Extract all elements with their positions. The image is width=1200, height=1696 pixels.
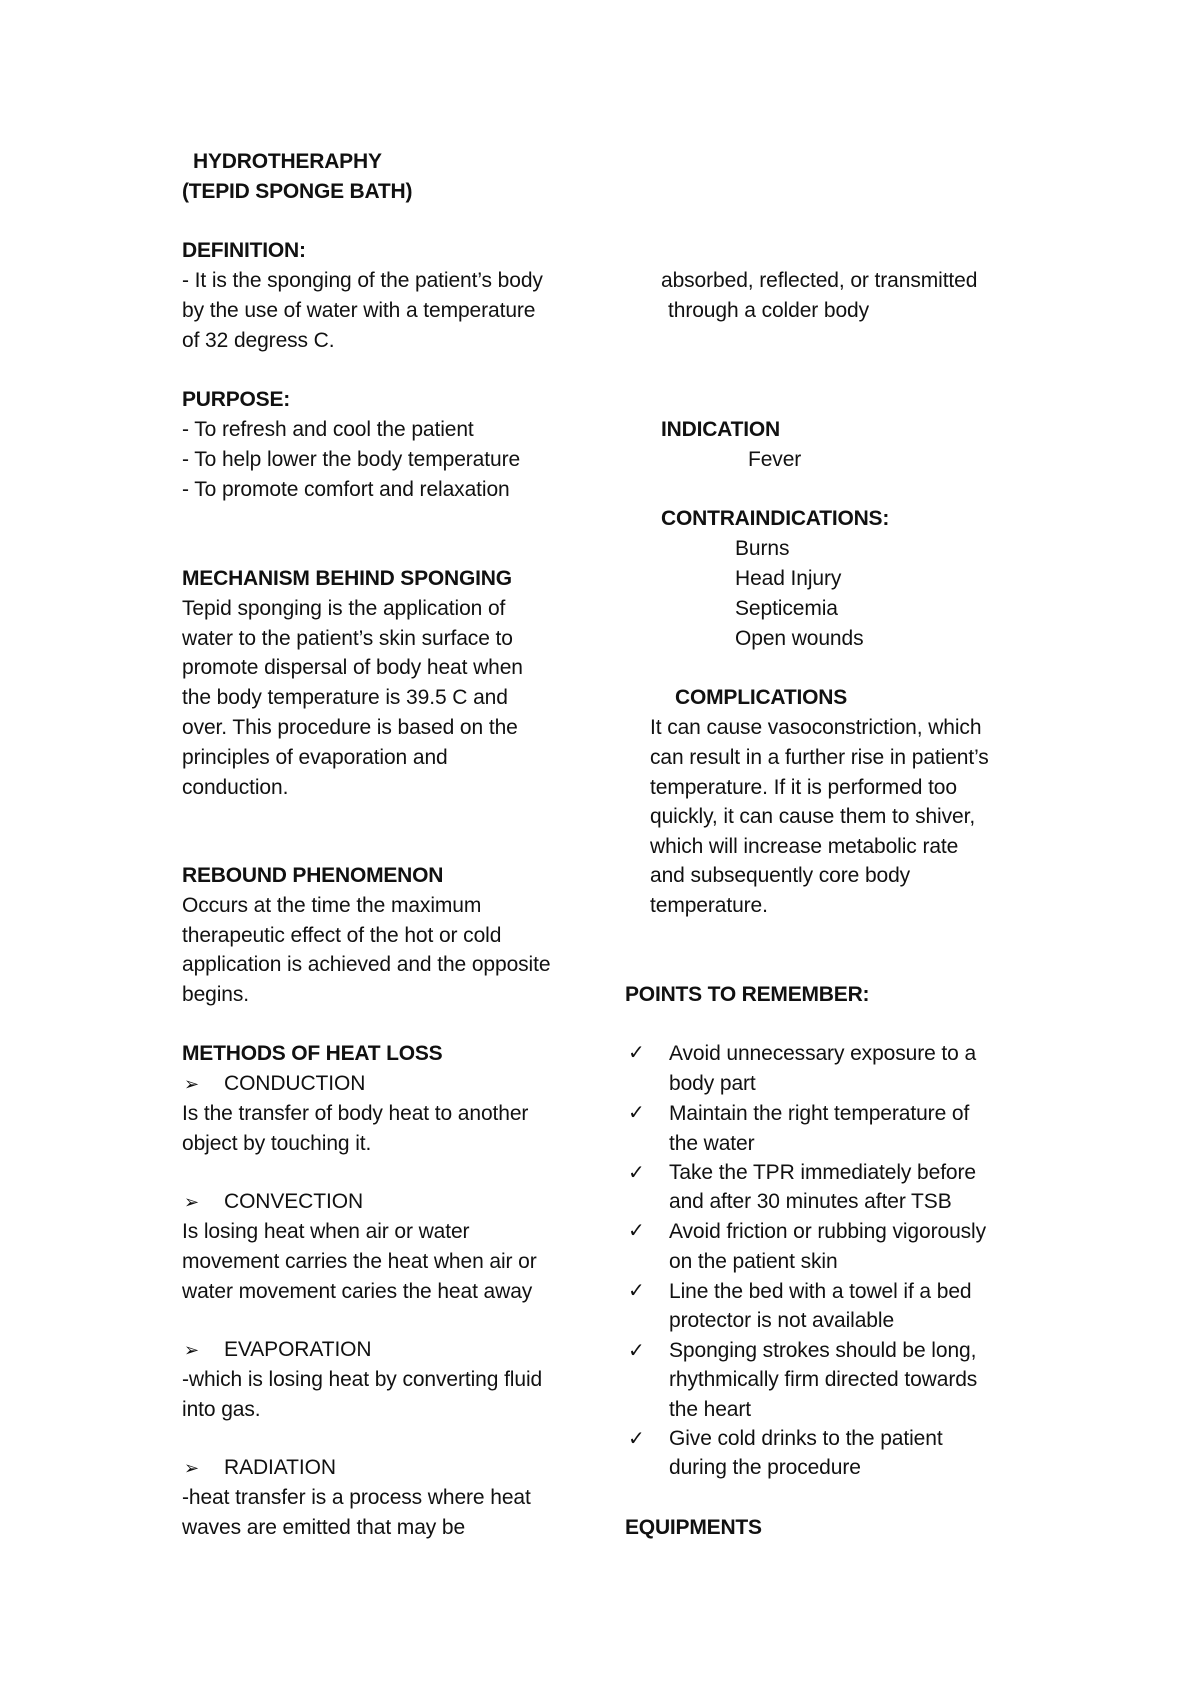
- indication-item: Fever: [748, 448, 802, 471]
- contraindication-item: Open wounds: [735, 627, 864, 650]
- points-heading: POINTS TO REMEMBER:: [625, 983, 870, 1006]
- complications-heading: COMPLICATIONS: [675, 686, 848, 709]
- checkmark-icon: ✓: [628, 1162, 645, 1184]
- checkmark-icon: ✓: [628, 1220, 645, 1242]
- point-line: protector is not available: [669, 1309, 895, 1332]
- complications-line: It can cause vasoconstriction, which: [650, 716, 982, 739]
- radiation-continued-line: through a colder body: [668, 299, 870, 322]
- definition-heading: DEFINITION:: [182, 239, 306, 262]
- point-line: the heart: [669, 1398, 751, 1421]
- methods-heading: METHODS OF HEAT LOSS: [182, 1042, 443, 1065]
- checkmark-icon: ✓: [628, 1340, 645, 1362]
- conduction-line: object by touching it.: [182, 1132, 372, 1155]
- arrow-bullet-icon: ➢: [184, 1192, 200, 1212]
- complications-line: can result in a further rise in patient’s: [650, 746, 989, 769]
- mechanism-line: Tepid sponging is the application of: [182, 597, 506, 620]
- contraindication-item: Septicemia: [735, 597, 838, 620]
- radiation-line: waves are emitted that may be: [182, 1516, 466, 1539]
- complications-line: temperature. If it is performed too: [650, 776, 957, 799]
- definition-line: of 32 degress C.: [182, 329, 335, 352]
- convection-line: movement carries the heat when air or: [182, 1250, 537, 1273]
- radiation-line: -heat transfer is a process where heat: [182, 1486, 531, 1509]
- radiation-continued-line: absorbed, reflected, or transmitted: [661, 269, 978, 292]
- indication-heading: INDICATION: [661, 418, 780, 441]
- mechanism-line: principles of evaporation and: [182, 746, 448, 769]
- title-line-1: HYDROTHERAPHY: [193, 150, 382, 173]
- convection-line: water movement caries the heat away: [182, 1280, 533, 1303]
- rebound-line: begins.: [182, 983, 250, 1006]
- point-line: Take the TPR immediately before: [669, 1161, 976, 1184]
- point-line: Line the bed with a towel if a bed: [669, 1280, 972, 1303]
- radiation-label: RADIATION: [224, 1456, 336, 1479]
- complications-line: and subsequently core body: [650, 864, 911, 887]
- contraindication-item: Burns: [735, 537, 790, 560]
- evaporation-line: into gas.: [182, 1398, 261, 1421]
- contraindications-heading: CONTRAINDICATIONS:: [661, 507, 890, 530]
- definition-line: - It is the sponging of the patient’s body: [182, 269, 543, 292]
- point-line: Maintain the right temperature of: [669, 1102, 970, 1125]
- arrow-bullet-icon: ➢: [184, 1074, 200, 1094]
- complications-line: which will increase metabolic rate: [650, 835, 959, 858]
- evaporation-line: -which is losing heat by converting fluid: [182, 1368, 543, 1391]
- purpose-line: - To promote comfort and relaxation: [182, 478, 510, 501]
- convection-line: Is losing heat when air or water: [182, 1220, 470, 1243]
- complications-line: quickly, it can cause them to shiver,: [650, 805, 976, 828]
- arrow-bullet-icon: ➢: [184, 1458, 200, 1478]
- point-line: rhythmically firm directed towards: [669, 1368, 978, 1391]
- complications-line: temperature.: [650, 894, 768, 917]
- checkmark-icon: ✓: [628, 1042, 645, 1064]
- point-line: during the procedure: [669, 1456, 861, 1479]
- checkmark-icon: ✓: [628, 1428, 645, 1450]
- mechanism-line: promote dispersal of body heat when: [182, 656, 523, 679]
- point-line: Avoid unnecessary exposure to a: [669, 1042, 977, 1065]
- point-line: body part: [669, 1072, 756, 1095]
- contraindication-item: Head Injury: [735, 567, 842, 590]
- purpose-heading: PURPOSE:: [182, 388, 291, 411]
- mechanism-heading: MECHANISM BEHIND SPONGING: [182, 567, 512, 590]
- mechanism-line: water to the patient’s skin surface to: [182, 627, 513, 650]
- title-line-2: (TEPID SPONGE BATH): [182, 180, 413, 203]
- point-line: the water: [669, 1132, 755, 1155]
- point-line: Give cold drinks to the patient: [669, 1427, 943, 1450]
- rebound-line: Occurs at the time the maximum: [182, 894, 482, 917]
- equipments-heading: EQUIPMENTS: [625, 1516, 762, 1539]
- rebound-line: therapeutic effect of the hot or cold: [182, 924, 502, 947]
- checkmark-icon: ✓: [628, 1280, 645, 1302]
- point-line: Sponging strokes should be long,: [669, 1339, 977, 1362]
- definition-line: by the use of water with a temperature: [182, 299, 536, 322]
- evaporation-label: EVAPORATION: [224, 1338, 372, 1361]
- point-line: and after 30 minutes after TSB: [669, 1190, 952, 1213]
- purpose-line: - To help lower the body temperature: [182, 448, 521, 471]
- arrow-bullet-icon: ➢: [184, 1340, 200, 1360]
- rebound-heading: REBOUND PHENOMENON: [182, 864, 444, 887]
- mechanism-line: conduction.: [182, 776, 289, 799]
- conduction-label: CONDUCTION: [224, 1072, 366, 1095]
- mechanism-line: over. This procedure is based on the: [182, 716, 518, 739]
- convection-label: CONVECTION: [224, 1190, 364, 1213]
- point-line: on the patient skin: [669, 1250, 838, 1273]
- point-line: Avoid friction or rubbing vigorously: [669, 1220, 987, 1243]
- checkmark-icon: ✓: [628, 1102, 645, 1124]
- conduction-line: Is the transfer of body heat to another: [182, 1102, 529, 1125]
- purpose-line: - To refresh and cool the patient: [182, 418, 474, 441]
- mechanism-line: the body temperature is 39.5 C and: [182, 686, 508, 709]
- rebound-line: application is achieved and the opposite: [182, 953, 551, 976]
